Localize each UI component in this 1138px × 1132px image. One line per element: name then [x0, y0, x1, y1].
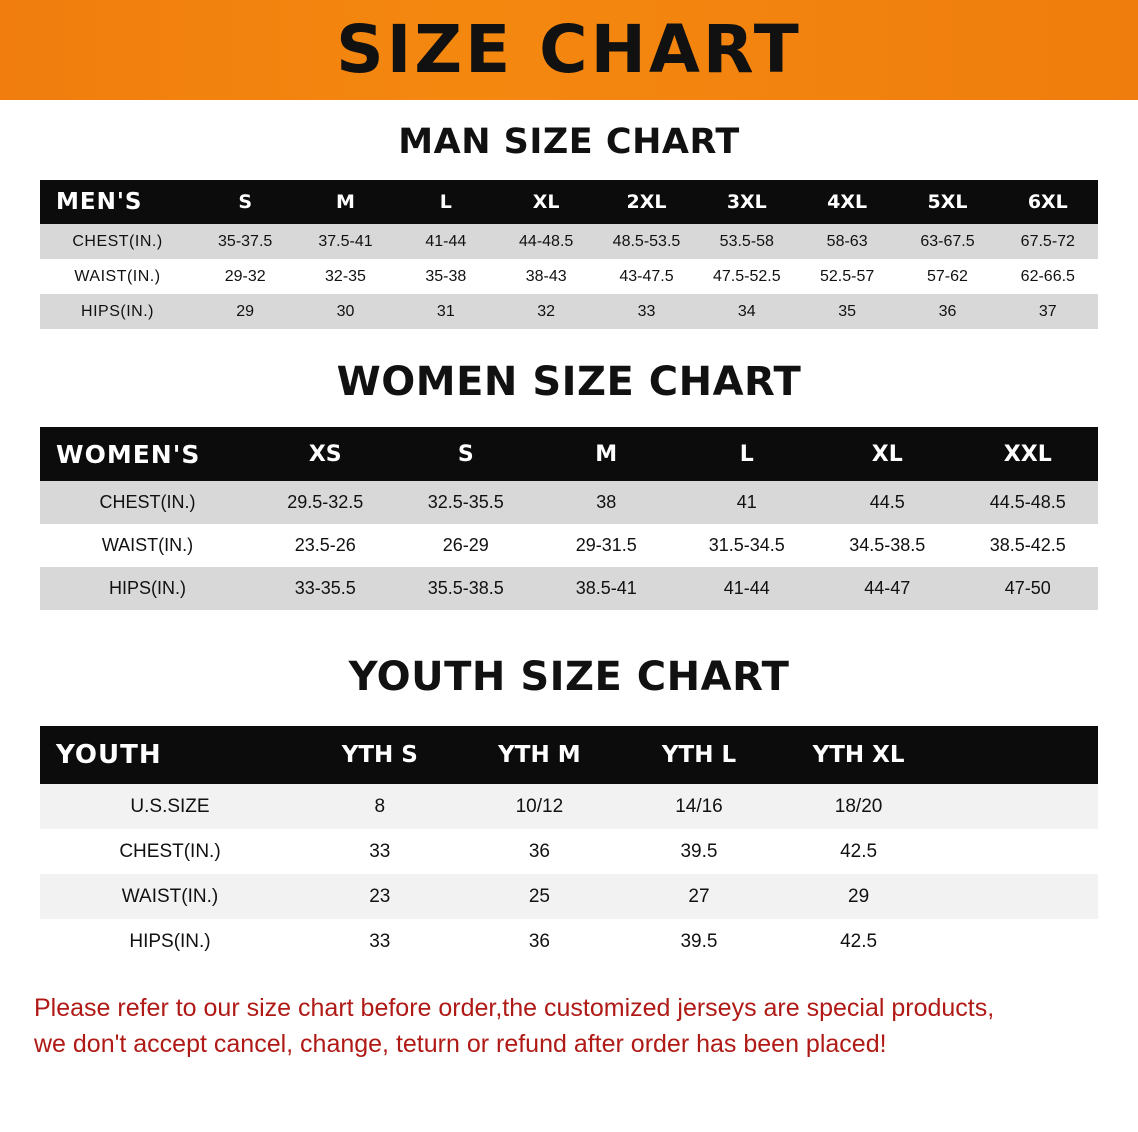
- youth-cell: 39.5: [680, 840, 718, 862]
- men-cell: 30: [336, 302, 355, 320]
- women-cell: 26-29: [442, 535, 489, 555]
- youth-size-table-wrap: [40, 726, 1098, 964]
- men-row-label: CHEST(IN.): [72, 232, 163, 250]
- women-corner-label: WOMEN'S: [56, 439, 201, 469]
- youth-row-label: U.S.SIZE: [130, 795, 210, 817]
- men-cell: 44-48.5: [519, 232, 574, 250]
- youth-cell: 33: [369, 930, 391, 952]
- men-cell: 35-37.5: [218, 232, 273, 250]
- youth-cell-spacer: [938, 919, 1098, 964]
- man-size-table-wrap: [40, 180, 1098, 329]
- size-chart-banner: [0, 0, 1138, 100]
- women-cell: 38: [596, 492, 617, 512]
- women-col-header: XS: [308, 441, 342, 467]
- youth-col-header: YTH S: [341, 742, 418, 768]
- youth-cell: 23: [369, 885, 391, 907]
- men-cell: 35: [838, 302, 857, 320]
- women-cell: 38.5-41: [575, 578, 637, 598]
- men-cell: 36: [938, 302, 957, 320]
- youth-col-header: YTH L: [661, 742, 737, 768]
- men-col-header: 3XL: [726, 191, 767, 213]
- men-cell: 37.5-41: [318, 232, 373, 250]
- table-row: [40, 524, 1098, 567]
- women-cell: 44.5: [869, 492, 905, 512]
- women-size-table: [40, 427, 1098, 610]
- youth-col-header: YTH M: [498, 742, 581, 768]
- men-cell: 43-47.5: [619, 267, 674, 285]
- women-cell: 41-44: [723, 578, 770, 598]
- youth-cell: 36: [528, 930, 550, 952]
- table-header-row: [40, 427, 1098, 481]
- youth-col-header-spacer: [938, 726, 1098, 784]
- women-cell: 23.5-26: [294, 535, 356, 555]
- men-col-header: 6XL: [1027, 191, 1068, 213]
- table-row: [40, 919, 1098, 964]
- youth-section-heading: YOUTH SIZE CHART: [348, 654, 790, 700]
- youth-cell: 10/12: [515, 795, 564, 817]
- men-cell: 48.5-53.5: [612, 232, 681, 250]
- men-cell: 52.5-57: [820, 267, 875, 285]
- men-col-header: L: [439, 191, 452, 213]
- men-cell: 53.5-58: [719, 232, 774, 250]
- table-row: [40, 259, 1098, 294]
- women-cell: 47-50: [1004, 578, 1051, 598]
- men-cell: 31: [436, 302, 455, 320]
- women-col-header: M: [595, 441, 618, 467]
- youth-cell: 42.5: [840, 840, 878, 862]
- table-row: [40, 874, 1098, 919]
- women-cell: 35.5-38.5: [427, 578, 504, 598]
- table-row: [40, 294, 1098, 329]
- youth-col-header: YTH XL: [812, 742, 905, 768]
- women-cell: 34.5-38.5: [849, 535, 926, 555]
- men-cell: 37: [1038, 302, 1057, 320]
- women-row-label: WAIST(IN.): [101, 535, 194, 555]
- men-cell: 34: [737, 302, 756, 320]
- women-col-header: S: [457, 441, 474, 467]
- women-cell: 44.5-48.5: [989, 492, 1066, 512]
- men-cell: 57-62: [927, 267, 968, 285]
- men-col-header: 4XL: [827, 191, 868, 213]
- youth-size-table: [40, 726, 1098, 964]
- youth-cell: 33: [369, 840, 391, 862]
- youth-row-label: CHEST(IN.): [119, 840, 221, 862]
- youth-cell: 27: [688, 885, 710, 907]
- women-cell: 31.5-34.5: [708, 535, 785, 555]
- youth-cell: 39.5: [680, 930, 718, 952]
- women-cell: 29.5-32.5: [287, 492, 364, 512]
- table-row: [40, 224, 1098, 259]
- men-row-label: HIPS(IN.): [81, 302, 154, 320]
- men-cell: 32-35: [325, 267, 366, 285]
- man-section-heading: MAN SIZE CHART: [398, 122, 740, 162]
- men-cell: 63-67.5: [920, 232, 975, 250]
- men-cell: 41-44: [425, 232, 467, 250]
- men-col-header: 2XL: [626, 191, 667, 213]
- women-col-header: XL: [871, 441, 903, 467]
- women-cell: 33-35.5: [294, 578, 356, 598]
- youth-cell: 8: [374, 795, 386, 817]
- youth-corner-label: YOUTH: [56, 740, 162, 770]
- men-cell: 35-38: [425, 267, 467, 285]
- women-row-label: HIPS(IN.): [108, 578, 186, 598]
- men-cell: 62-66.5: [1020, 267, 1075, 285]
- youth-cell: 14/16: [675, 795, 723, 817]
- men-cell: 29-32: [224, 267, 266, 285]
- policy-note-line-2: we don't accept cancel, change, teturn or refund after order has been placed!: [34, 1030, 887, 1059]
- women-row-label: CHEST(IN.): [99, 492, 196, 512]
- men-corner-label: MEN'S: [56, 189, 143, 215]
- table-header-row: [40, 180, 1098, 224]
- youth-cell: 36: [528, 840, 550, 862]
- men-cell: 58-63: [826, 232, 868, 250]
- youth-row-label: HIPS(IN.): [129, 930, 211, 952]
- youth-cell: 18/20: [834, 795, 883, 817]
- women-col-header: XXL: [1003, 441, 1052, 467]
- men-col-header: S: [238, 191, 252, 213]
- women-cell: 38.5-42.5: [989, 535, 1066, 555]
- youth-cell-spacer: [938, 874, 1098, 919]
- men-cell: 32: [537, 302, 556, 320]
- men-col-header: 5XL: [927, 191, 968, 213]
- women-cell: 29-31.5: [575, 535, 637, 555]
- men-cell: 38-43: [525, 267, 567, 285]
- youth-row-label: WAIST(IN.): [121, 885, 219, 907]
- men-row-label: WAIST(IN.): [74, 267, 161, 285]
- men-col-header: XL: [532, 191, 560, 213]
- men-cell: 29: [236, 302, 255, 320]
- table-row: [40, 481, 1098, 524]
- youth-cell-spacer: [938, 829, 1098, 874]
- youth-cell: 42.5: [840, 930, 878, 952]
- youth-cell: 29: [848, 885, 870, 907]
- men-cell: 33: [637, 302, 656, 320]
- policy-note: [34, 990, 1104, 1063]
- table-row: [40, 829, 1098, 874]
- women-col-header: L: [739, 441, 754, 467]
- table-row: [40, 567, 1098, 610]
- men-cell: 67.5-72: [1020, 232, 1075, 250]
- men-cell: 47.5-52.5: [713, 267, 781, 285]
- women-cell: 44-47: [864, 578, 911, 598]
- women-section-heading: WOMEN SIZE CHART: [336, 359, 802, 405]
- table-row: [40, 784, 1098, 829]
- man-size-table: [40, 180, 1098, 329]
- women-size-table-wrap: [40, 427, 1098, 610]
- page-title: SIZE CHART: [336, 11, 802, 88]
- youth-cell: 25: [528, 885, 550, 907]
- women-cell: 41: [736, 492, 757, 512]
- youth-cell-spacer: [938, 784, 1098, 829]
- men-col-header: M: [336, 191, 355, 213]
- women-cell: 32.5-35.5: [427, 492, 504, 512]
- table-header-row: [40, 726, 1098, 784]
- policy-note-line-1: Please refer to our size chart before order,the customized jerseys are special products,: [34, 994, 995, 1022]
